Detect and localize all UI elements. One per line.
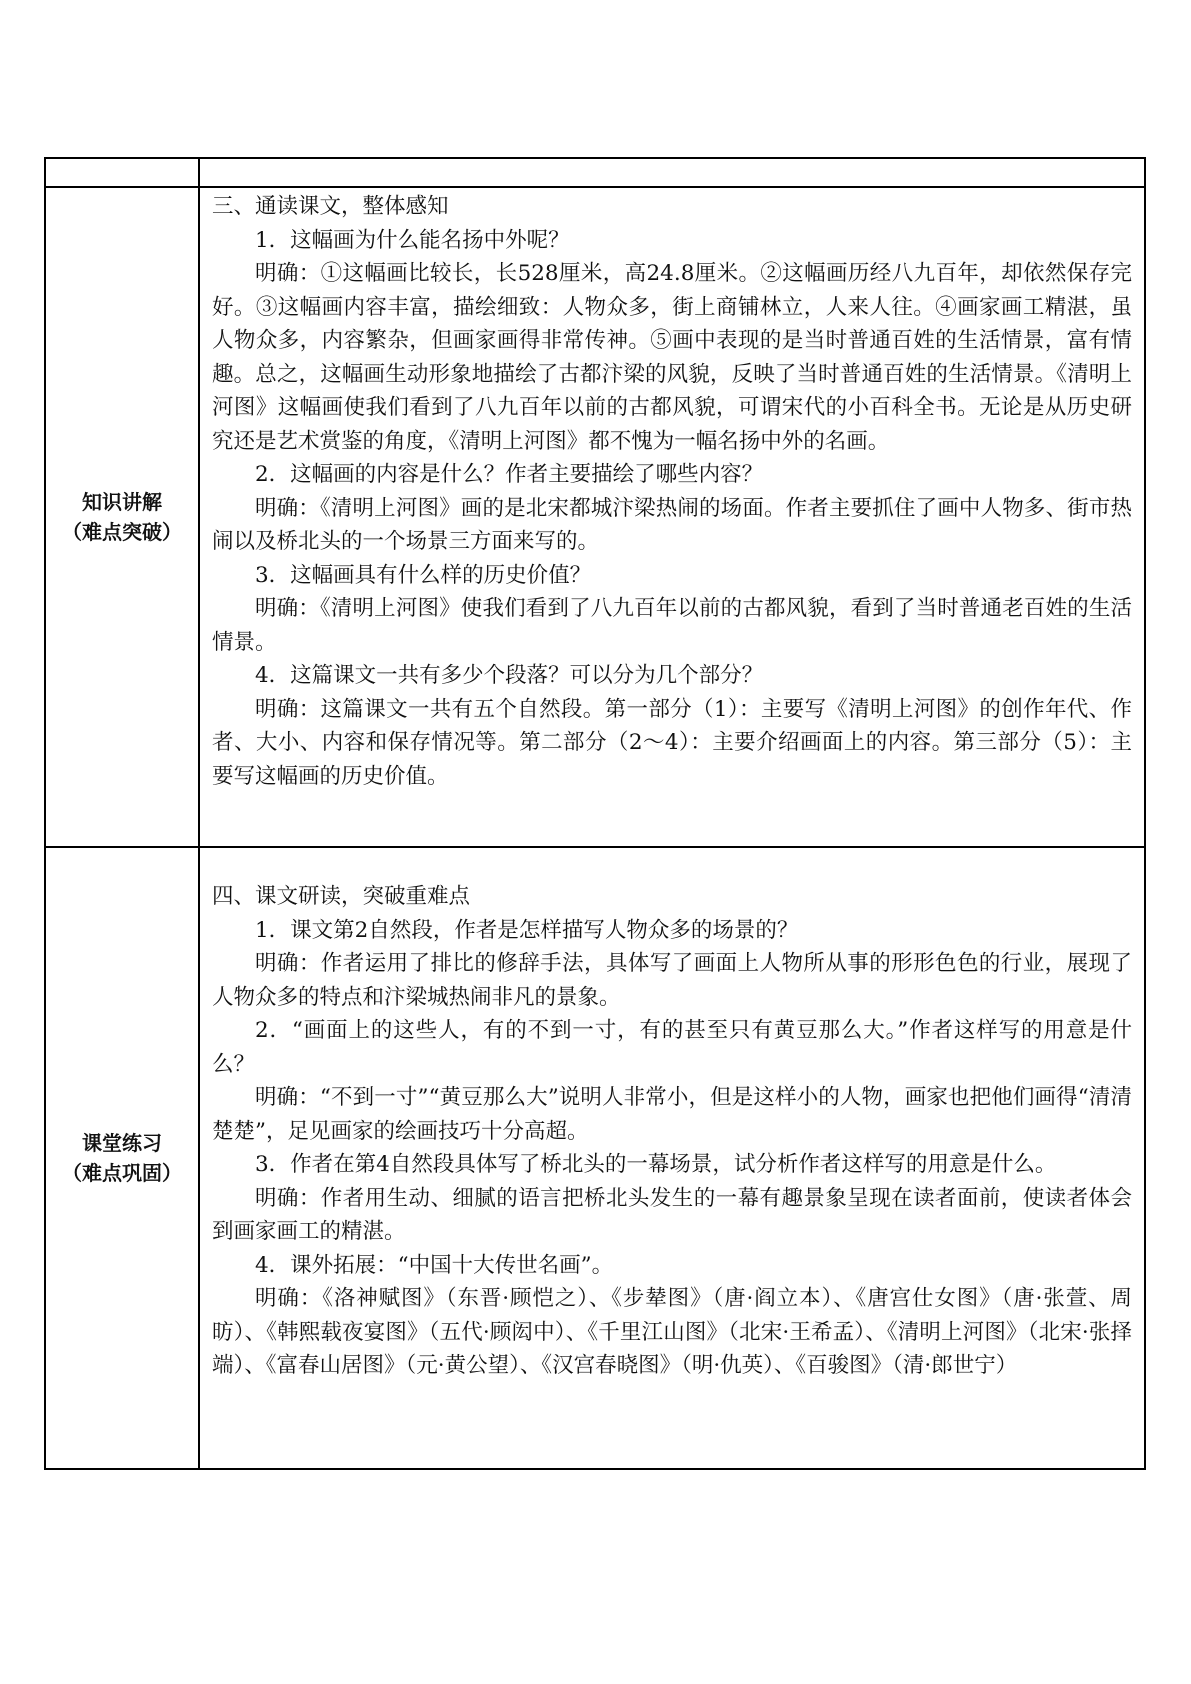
- question-text: 2．“画面上的这些人，有的不到一寸，有的甚至只有黄豆那么大。”作者这样写的用意是什么？: [212, 1018, 1132, 1077]
- answer-text: 明确：这篇课文一共有五个自然段。第一部分（1）：主要写《清明上河图》的创作年代、作者、大小、内容和保存情况等。第二部分（2～4）：主要介绍画面上的内容。第三部分（5）：主要写这幅画的历史价值。: [212, 696, 1132, 789]
- question-text: 1．课文第2自然段，作者是怎样描写人物众多的场景的？: [255, 917, 799, 943]
- answer-text: 明确：①这幅画比较长，长528厘米，高24.8厘米。②这幅画历经八九百年，却依然保存完好。③这幅画内容丰富，描绘细致：人物众多，街上商铺林立，人来人往。④画家画工精湛，虽人物众多，内容繁杂，但画家画得非常传神。⑤画中表现的是当时普通百姓的生活情景，富有情趣。总之，这幅画生动形象地描绘了古都汴梁的风貌，反映了当时普通百姓的生活情景。《清明上河图》这幅画使我们看到了八九百年以前的古都风貌，可谓宋代的小百科全书。无论是从历史研究还是艺术赏鉴的角度，《清明上河图》都不愧为一幅名扬中外的名画。: [212, 261, 1132, 454]
- section-heading: 四、课文研读，突破重难点: [212, 884, 471, 909]
- answer-text: 明确：“不到一寸”“黄豆那么大”说明人非常小，但是这样小的人物，画家也把他们画得“清清楚楚”，足见画家的绘画技巧十分高超。: [212, 1085, 1132, 1144]
- table-row: [45, 187, 1145, 847]
- row-content: [199, 187, 1145, 847]
- answer-text: 明确：《清明上河图》使我们看到了八九百年以前的古都风貌，看到了当时普通老百姓的生活情景。: [212, 596, 1132, 655]
- lesson-table: [44, 157, 1146, 1470]
- question-text: 4．课外拓展：“中国十大传世名画”。: [255, 1252, 614, 1278]
- row-content: [199, 847, 1145, 1469]
- row-label-subtitle: （难点巩固）: [62, 1161, 182, 1185]
- answer-text: 明确：作者运用了排比的修辞手法，具体写了画面上人物所从事的形形色色的行业，展现了人物众多的特点和汴梁城热闹非凡的景象。: [212, 951, 1132, 1010]
- row-label: [45, 187, 199, 847]
- question-text: 1．这幅画为什么能名扬中外呢？: [255, 227, 570, 253]
- section-heading: 三、通读课文，整体感知: [212, 194, 449, 219]
- answer-text: 明确：《清明上河图》画的是北宋都城汴梁热闹的场面。作者主要抓住了画中人物多、街市热闹以及桥北头的一个场景三方面来写的。: [212, 495, 1132, 554]
- question-text: 2．这幅画的内容是什么？作者主要描绘了哪些内容？: [255, 462, 764, 487]
- row-label: [45, 847, 199, 1469]
- answer-text: 明确：《洛神赋图》（东晋·顾恺之）、《步辇图》（唐·阎立本）、《唐宫仕女图》（唐·张萱、周昉）、《韩熙载夜宴图》（五代·顾闳中）、《千里江山图》（北宋·王希孟）、《清明上河图》（北宋·张择端）、《富春山居图》（元·黄公望）、《汉宫春晓图》（明·仇英）、《百骏图》（清·郎世宁）: [212, 1286, 1132, 1378]
- question-text: 3．作者在第4自然段具体写了桥北头的一幕场景，试分析作者这样写的用意是什么。: [255, 1152, 1057, 1177]
- row-label-title: 知识讲解: [82, 490, 162, 514]
- table-row: [45, 847, 1145, 1469]
- row-label-subtitle: （难点突破）: [62, 520, 182, 544]
- table-header-row: [45, 158, 1145, 187]
- row-label-title: 课堂练习: [82, 1131, 162, 1155]
- empty-label-cell: [45, 158, 199, 187]
- question-text: 4．这篇课文一共有多少个段落？可以分为几个部分？: [255, 663, 764, 688]
- empty-content-cell: [199, 158, 1145, 187]
- answer-text: 明确：作者用生动、细腻的语言把桥北头发生的一幕有趣景象呈现在读者面前，使读者体会到画家画工的精湛。: [212, 1185, 1132, 1244]
- question-text: 3．这幅画具有什么样的历史价值？: [255, 562, 592, 588]
